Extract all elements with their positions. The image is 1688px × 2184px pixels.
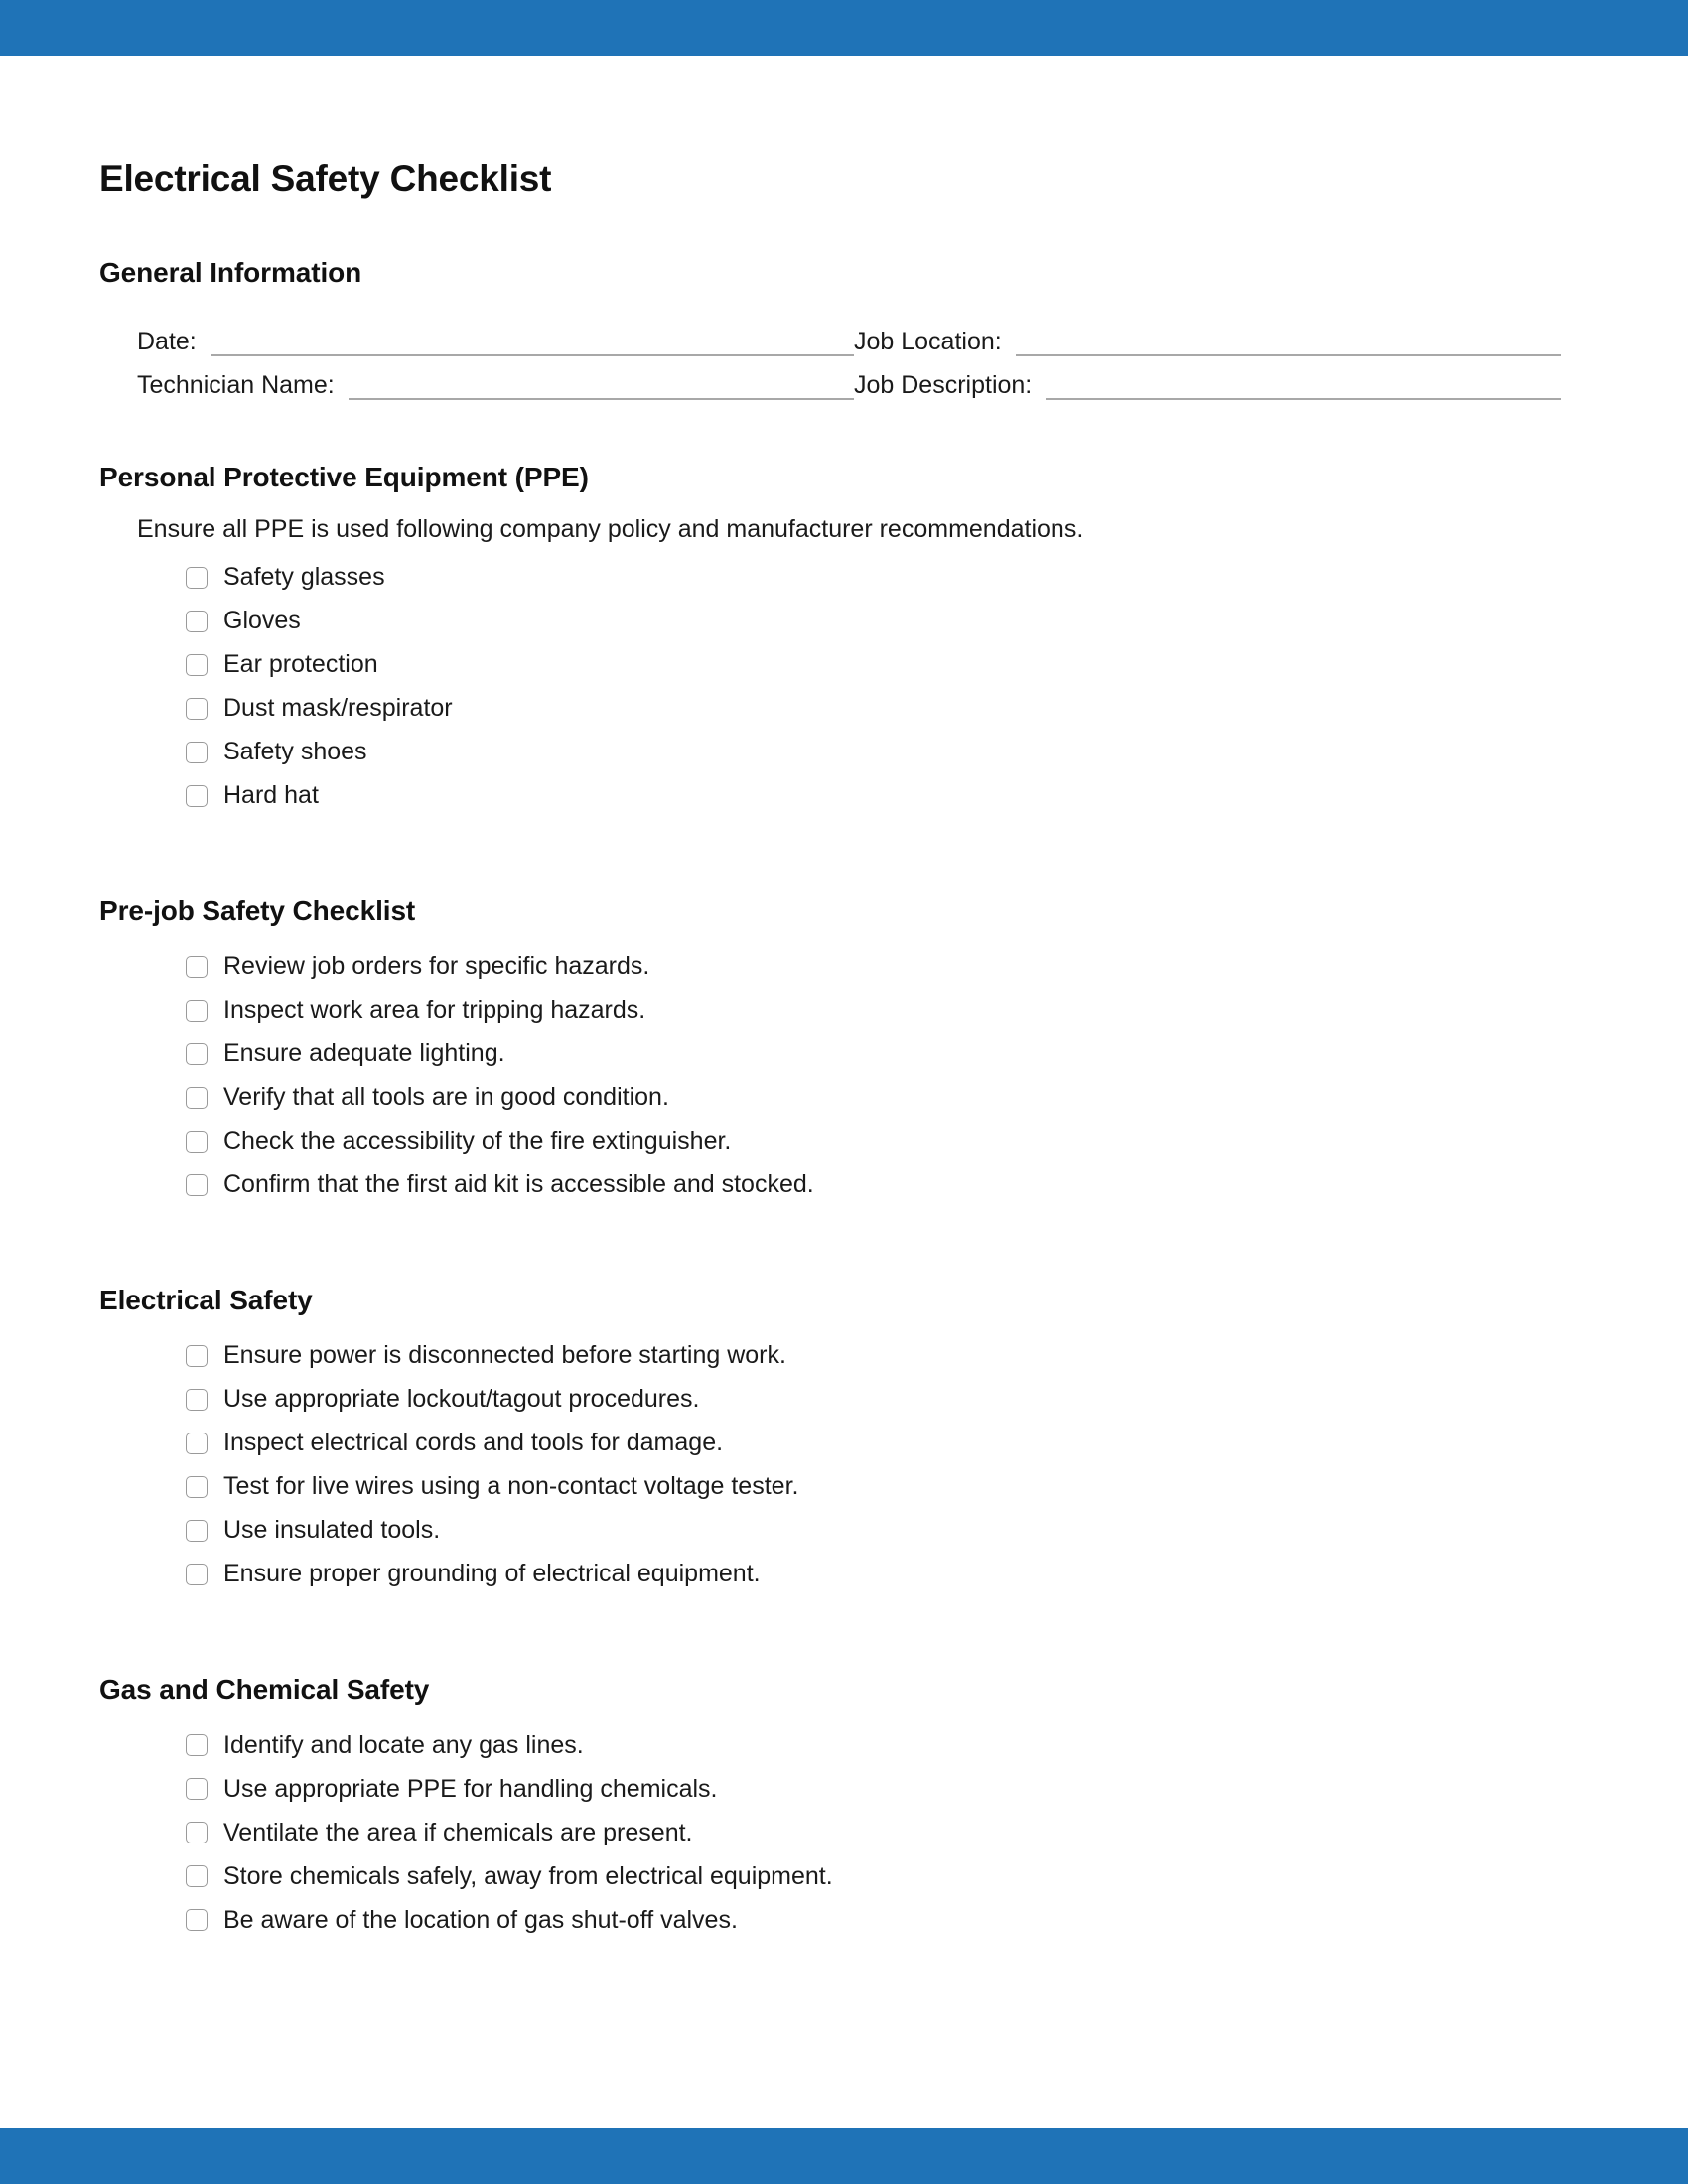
checkbox-icon[interactable] [186, 1822, 208, 1843]
field-label-technician-name: Technician Name: [137, 370, 335, 399]
field-job-description [854, 372, 1561, 400]
job-description-input[interactable] [1046, 372, 1561, 400]
checklist-item[interactable] [186, 687, 1599, 731]
section-heading-electrical-safety: Electrical Safety [99, 1284, 313, 1315]
checklist-item[interactable] [186, 945, 1599, 989]
checkbox-icon[interactable] [186, 742, 208, 763]
checklist-item-label: Use appropriate lockout/tagout procedures. [223, 1385, 700, 1414]
checklist-item[interactable] [186, 556, 1599, 600]
checkbox-icon[interactable] [186, 1778, 208, 1800]
checklist-item[interactable] [186, 1378, 1599, 1422]
top-accent-band [0, 0, 1688, 56]
checklist-item-label: Ensure adequate lighting. [223, 1039, 505, 1068]
checklist-item[interactable] [186, 1334, 1599, 1378]
checkbox-icon[interactable] [186, 1433, 208, 1454]
field-technician-name [99, 372, 854, 400]
checklist-item-label: Ear protection [223, 650, 378, 679]
checklist-item[interactable] [186, 1811, 1599, 1854]
checklist-item[interactable] [186, 1553, 1599, 1596]
gas-and-chemical-safety-checklist [99, 1723, 1599, 1942]
bottom-accent-band [0, 2128, 1688, 2184]
page-title: Electrical Safety Checklist [99, 158, 552, 199]
checklist-item[interactable] [186, 1120, 1599, 1163]
checklist-item-label: Test for live wires using a non-contact voltage tester. [223, 1472, 799, 1501]
checklist-item-label: Safety shoes [223, 738, 367, 766]
section-heading-pre-job-safety-checklist: Pre-job Safety Checklist [99, 894, 416, 926]
checklist-item-label: Use insulated tools. [223, 1516, 441, 1545]
checkbox-icon[interactable] [186, 1389, 208, 1411]
field-job-location [854, 329, 1561, 356]
checklist-item-label: Verify that all tools are in good condition. [223, 1083, 669, 1112]
checkbox-icon[interactable] [186, 1520, 208, 1542]
checklist-item-label: Inspect electrical cords and tools for damage. [223, 1429, 724, 1457]
checklist-item[interactable] [186, 1465, 1599, 1509]
technician-name-input[interactable] [349, 372, 854, 400]
checkbox-icon[interactable] [186, 1131, 208, 1153]
field-date [99, 329, 854, 356]
checklist-item[interactable] [186, 1422, 1599, 1465]
section-electrical-safety [99, 1285, 1599, 1596]
checklist-item[interactable] [186, 1723, 1599, 1767]
checkbox-icon[interactable] [186, 1865, 208, 1887]
checklist-item-label: Ventilate the area if chemicals are present. [223, 1818, 693, 1846]
checkbox-icon[interactable] [186, 1909, 208, 1931]
checklist-item[interactable] [186, 1509, 1599, 1553]
checklist-item-label: Safety glasses [223, 563, 385, 592]
job-location-input[interactable] [1016, 329, 1561, 356]
checklist-item-label: Ensure proper grounding of electrical equipment. [223, 1560, 761, 1588]
section-heading-ppe: Personal Protective Equipment (PPE) [99, 461, 589, 492]
checklist-item-label: Ensure power is disconnected before starting work. [223, 1341, 786, 1370]
field-label-job-location: Job Location: [854, 327, 1002, 355]
checklist-item[interactable] [186, 731, 1599, 774]
checkbox-icon[interactable] [186, 1564, 208, 1585]
checklist-item-label: Gloves [223, 607, 301, 635]
ppe-intro-text: Ensure all PPE is used following company policy and manufacturer recommendations. [137, 515, 1084, 544]
electrical-safety-checklist [99, 1334, 1599, 1596]
checklist-item[interactable] [186, 774, 1599, 818]
section-pre-job-safety-checklist [99, 895, 1599, 1207]
section-heading-general-information: General Information [99, 256, 362, 288]
checklist-item-label: Hard hat [223, 781, 319, 810]
section-general-information [99, 257, 1599, 400]
checklist-item-label: Confirm that the first aid kit is accessible and stocked. [223, 1170, 814, 1199]
pre-job-checklist [99, 945, 1599, 1207]
checklist-item-label: Review job orders for specific hazards. [223, 952, 650, 981]
section-heading-gas-and-chemical-safety: Gas and Chemical Safety [99, 1673, 430, 1705]
section-ppe [99, 462, 1599, 818]
checkbox-icon[interactable] [186, 1734, 208, 1756]
ppe-checklist [99, 556, 1599, 818]
checkbox-icon[interactable] [186, 1476, 208, 1498]
checklist-item[interactable] [186, 600, 1599, 643]
form-row [99, 313, 1599, 356]
checkbox-icon[interactable] [186, 1043, 208, 1065]
document-content [99, 159, 1599, 1942]
checkbox-icon[interactable] [186, 1000, 208, 1022]
checklist-item-label: Check the accessibility of the fire extinguisher. [223, 1127, 732, 1156]
checkbox-icon[interactable] [186, 785, 208, 807]
field-label-date: Date: [137, 327, 197, 355]
form-row [99, 356, 1599, 400]
checklist-item[interactable] [186, 643, 1599, 687]
checklist-item-label: Be aware of the location of gas shut-off valves. [223, 1905, 738, 1934]
checkbox-icon[interactable] [186, 567, 208, 589]
checkbox-icon[interactable] [186, 1174, 208, 1196]
checklist-item[interactable] [186, 1767, 1599, 1811]
checklist-item[interactable] [186, 1032, 1599, 1076]
checkbox-icon[interactable] [186, 611, 208, 632]
checklist-item-label: Inspect work area for tripping hazards. [223, 996, 646, 1024]
checklist-item-label: Use appropriate PPE for handling chemicals. [223, 1774, 718, 1803]
field-label-job-description: Job Description: [854, 370, 1033, 399]
checkbox-icon[interactable] [186, 956, 208, 978]
general-information-fields [99, 313, 1599, 400]
section-gas-and-chemical-safety [99, 1674, 1599, 1942]
checkbox-icon[interactable] [186, 1087, 208, 1109]
checklist-item-label: Dust mask/respirator [223, 694, 453, 723]
checklist-item[interactable] [186, 989, 1599, 1032]
checkbox-icon[interactable] [186, 1345, 208, 1367]
checkbox-icon[interactable] [186, 654, 208, 676]
checklist-item-label: Store chemicals safely, away from electrical equipment. [223, 1861, 833, 1890]
checkbox-icon[interactable] [186, 698, 208, 720]
checklist-item-label: Identify and locate any gas lines. [223, 1730, 584, 1759]
date-input[interactable] [211, 329, 854, 356]
checklist-item[interactable] [186, 1163, 1599, 1207]
checklist-item[interactable] [186, 1076, 1599, 1120]
checklist-item[interactable] [186, 1854, 1599, 1898]
checklist-item[interactable] [186, 1898, 1599, 1942]
